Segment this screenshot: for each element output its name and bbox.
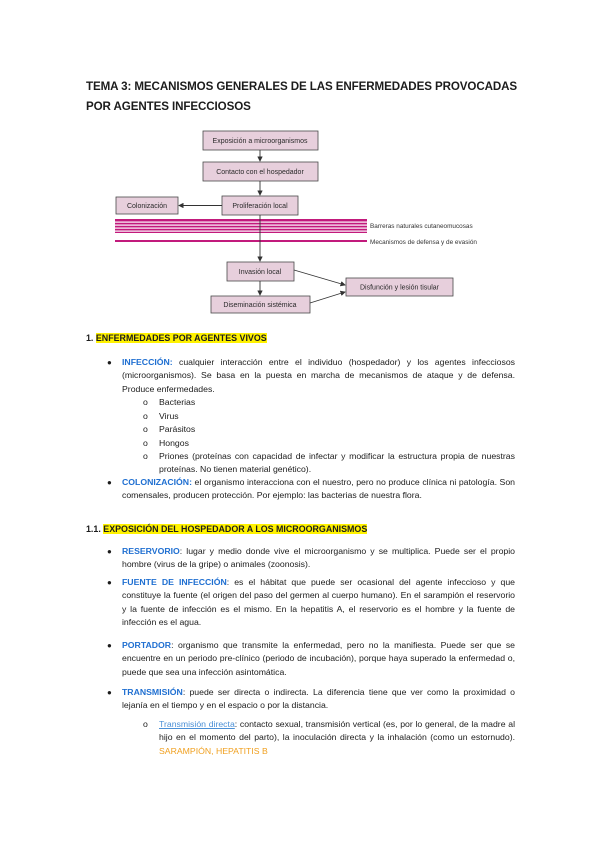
- pathogenesis-diagram: [0, 0, 600, 330]
- sub-bullet-icon: o: [143, 397, 148, 407]
- term-infeccion: INFECCIÓN:: [122, 357, 173, 367]
- bullet-icon: ●: [107, 358, 112, 367]
- list-item-reservorio: RESERVORIO: lugar y medio donde vive el microorganismo y se multiplica. Puede ser el propio hombre (virus de la gripe) o animales (zoonosis).: [122, 546, 515, 570]
- box-colonizacion-label: Colonización: [126, 203, 168, 210]
- subitem-hongos: Hongos: [159, 437, 189, 448]
- box-disfuncion-label: Disfunción y lesión tisular: [360, 284, 439, 292]
- box-proliferacion-label: Proliferación local: [232, 203, 288, 210]
- list-item-fuente: FUENTE DE INFECCIÓN: es el hábitat que puede ser ocasional del agente infeccioso y que constituye la fuente (el origen del paso del germen al cuerpo humano). En el sarampión el reservorio y la fuente de infección es el mismo. En la hepatitis A, el reservorio es el hombre y la fuente de infección es el agua.: [122, 577, 515, 627]
- subitem-virus: Virus: [159, 410, 179, 421]
- box-diseminacion-label: Diseminación sistémica: [223, 302, 297, 309]
- box-invasion-label: Invasión local: [238, 269, 282, 276]
- subitem-parasitos: Parásitos: [159, 424, 196, 434]
- box-exposicion-label: Exposición a microorganismos: [212, 138, 308, 145]
- bullet-icon: ●: [107, 688, 112, 697]
- term-fuente: FUENTE DE INFECCIÓN: [122, 577, 227, 587]
- section-1-1-heading: [86, 523, 367, 536]
- subitem-bacterias: Bacterias: [159, 397, 196, 407]
- term-reservorio: RESERVORIO: [122, 546, 180, 556]
- section-1-1-title: EXPOSICIÓN DEL HOSPEDADOR A LOS MICROORGANISMOS: [103, 524, 368, 534]
- sub-bullet-icon: o: [143, 410, 148, 421]
- list-item-colonizacion: COLONIZACIÓN: el organismo interacciona con el nuestro, pero no produce clínica ni patología. Son comensales, producen protección. Por ejemplo: las bacterias de nuestra flora.: [122, 477, 515, 501]
- section-1-title: ENFERMEDADES POR AGENTES VIVOS: [95, 333, 267, 343]
- list-item-transmision: TRANSMISIÓN: puede ser directa o indirecta. La diferencia tiene que ver como la proximidad o lejanía en el tiempo y en el espacio o por la distancia.: [122, 687, 515, 711]
- bullet-icon: ●: [107, 641, 112, 650]
- box-contacto-label: Contacto con el hospedador: [216, 169, 304, 176]
- term-portador: PORTADOR: [122, 640, 172, 650]
- arrow-invasion-disf: [294, 270, 345, 285]
- page-title: TEMA 3: MECANISMOS GENERALES DE LAS ENFERMEDADES PROVOCADAS POR AGENTES INFECCIOSOS: [86, 80, 518, 113]
- bullet-icon: ●: [107, 478, 112, 487]
- term-transmision: TRANSMISIÓN: [122, 687, 183, 697]
- label-mecanismos: Mecanismos de defensa y de evasión: [370, 239, 477, 246]
- section-1-1-number: 1.1.: [86, 524, 101, 534]
- section-1-heading: [86, 332, 267, 345]
- subitem-transmision-directa: Transmisión directa: contacto sexual, transmisión vertical (es, por lo general, de la madre al hijo en el momento del parto), la inoculación directa y la inhalación (como un estornudo). SARAMPIÓN, HEPATITIS B: [159, 719, 515, 756]
- list-item-portador: PORTADOR: organismo que transmite la enfermedad, pero no la manifiesta. Puede ser que se encuentre en un periodo pre-clínico (periodo de incubación), porque haya superado la enfermedad o, puede que sea una infección asintomática.: [122, 640, 515, 677]
- section-1-number: 1.: [86, 333, 94, 343]
- link-transmision-directa[interactable]: Transmisión directa: [159, 719, 235, 729]
- sub-bullet-icon: o: [143, 437, 148, 448]
- arrow-disem-disf: [310, 292, 345, 303]
- highlight-sarampion-hepatitis: SARAMPIÓN, HEPATITIS B: [159, 745, 268, 756]
- bullet-icon: ●: [107, 578, 112, 587]
- bullet-icon: ●: [107, 547, 112, 556]
- sub-bullet-icon: o: [143, 424, 148, 434]
- list-item-infeccion: INFECCIÓN: cualquier interacción entre el individuo (hospedador) y los agentes infecciosos (microorganismos). Se basa en la puesta en marcha de mecanismos de ataque y de defensa. Produce enfermedades.: [122, 357, 515, 394]
- label-barreras: Barreras naturales cutaneomucosas: [370, 223, 473, 230]
- term-colonizacion: COLONIZACIÓN:: [122, 477, 192, 487]
- sub-bullet-icon: o: [143, 451, 148, 461]
- subitem-priones: Priones (proteínas con capacidad de infectar y modificar la estructura propia de nuestras proteínas. No tienen material genético).: [159, 451, 515, 475]
- sub-bullet-icon: o: [143, 719, 148, 729]
- defense-line: [115, 240, 367, 242]
